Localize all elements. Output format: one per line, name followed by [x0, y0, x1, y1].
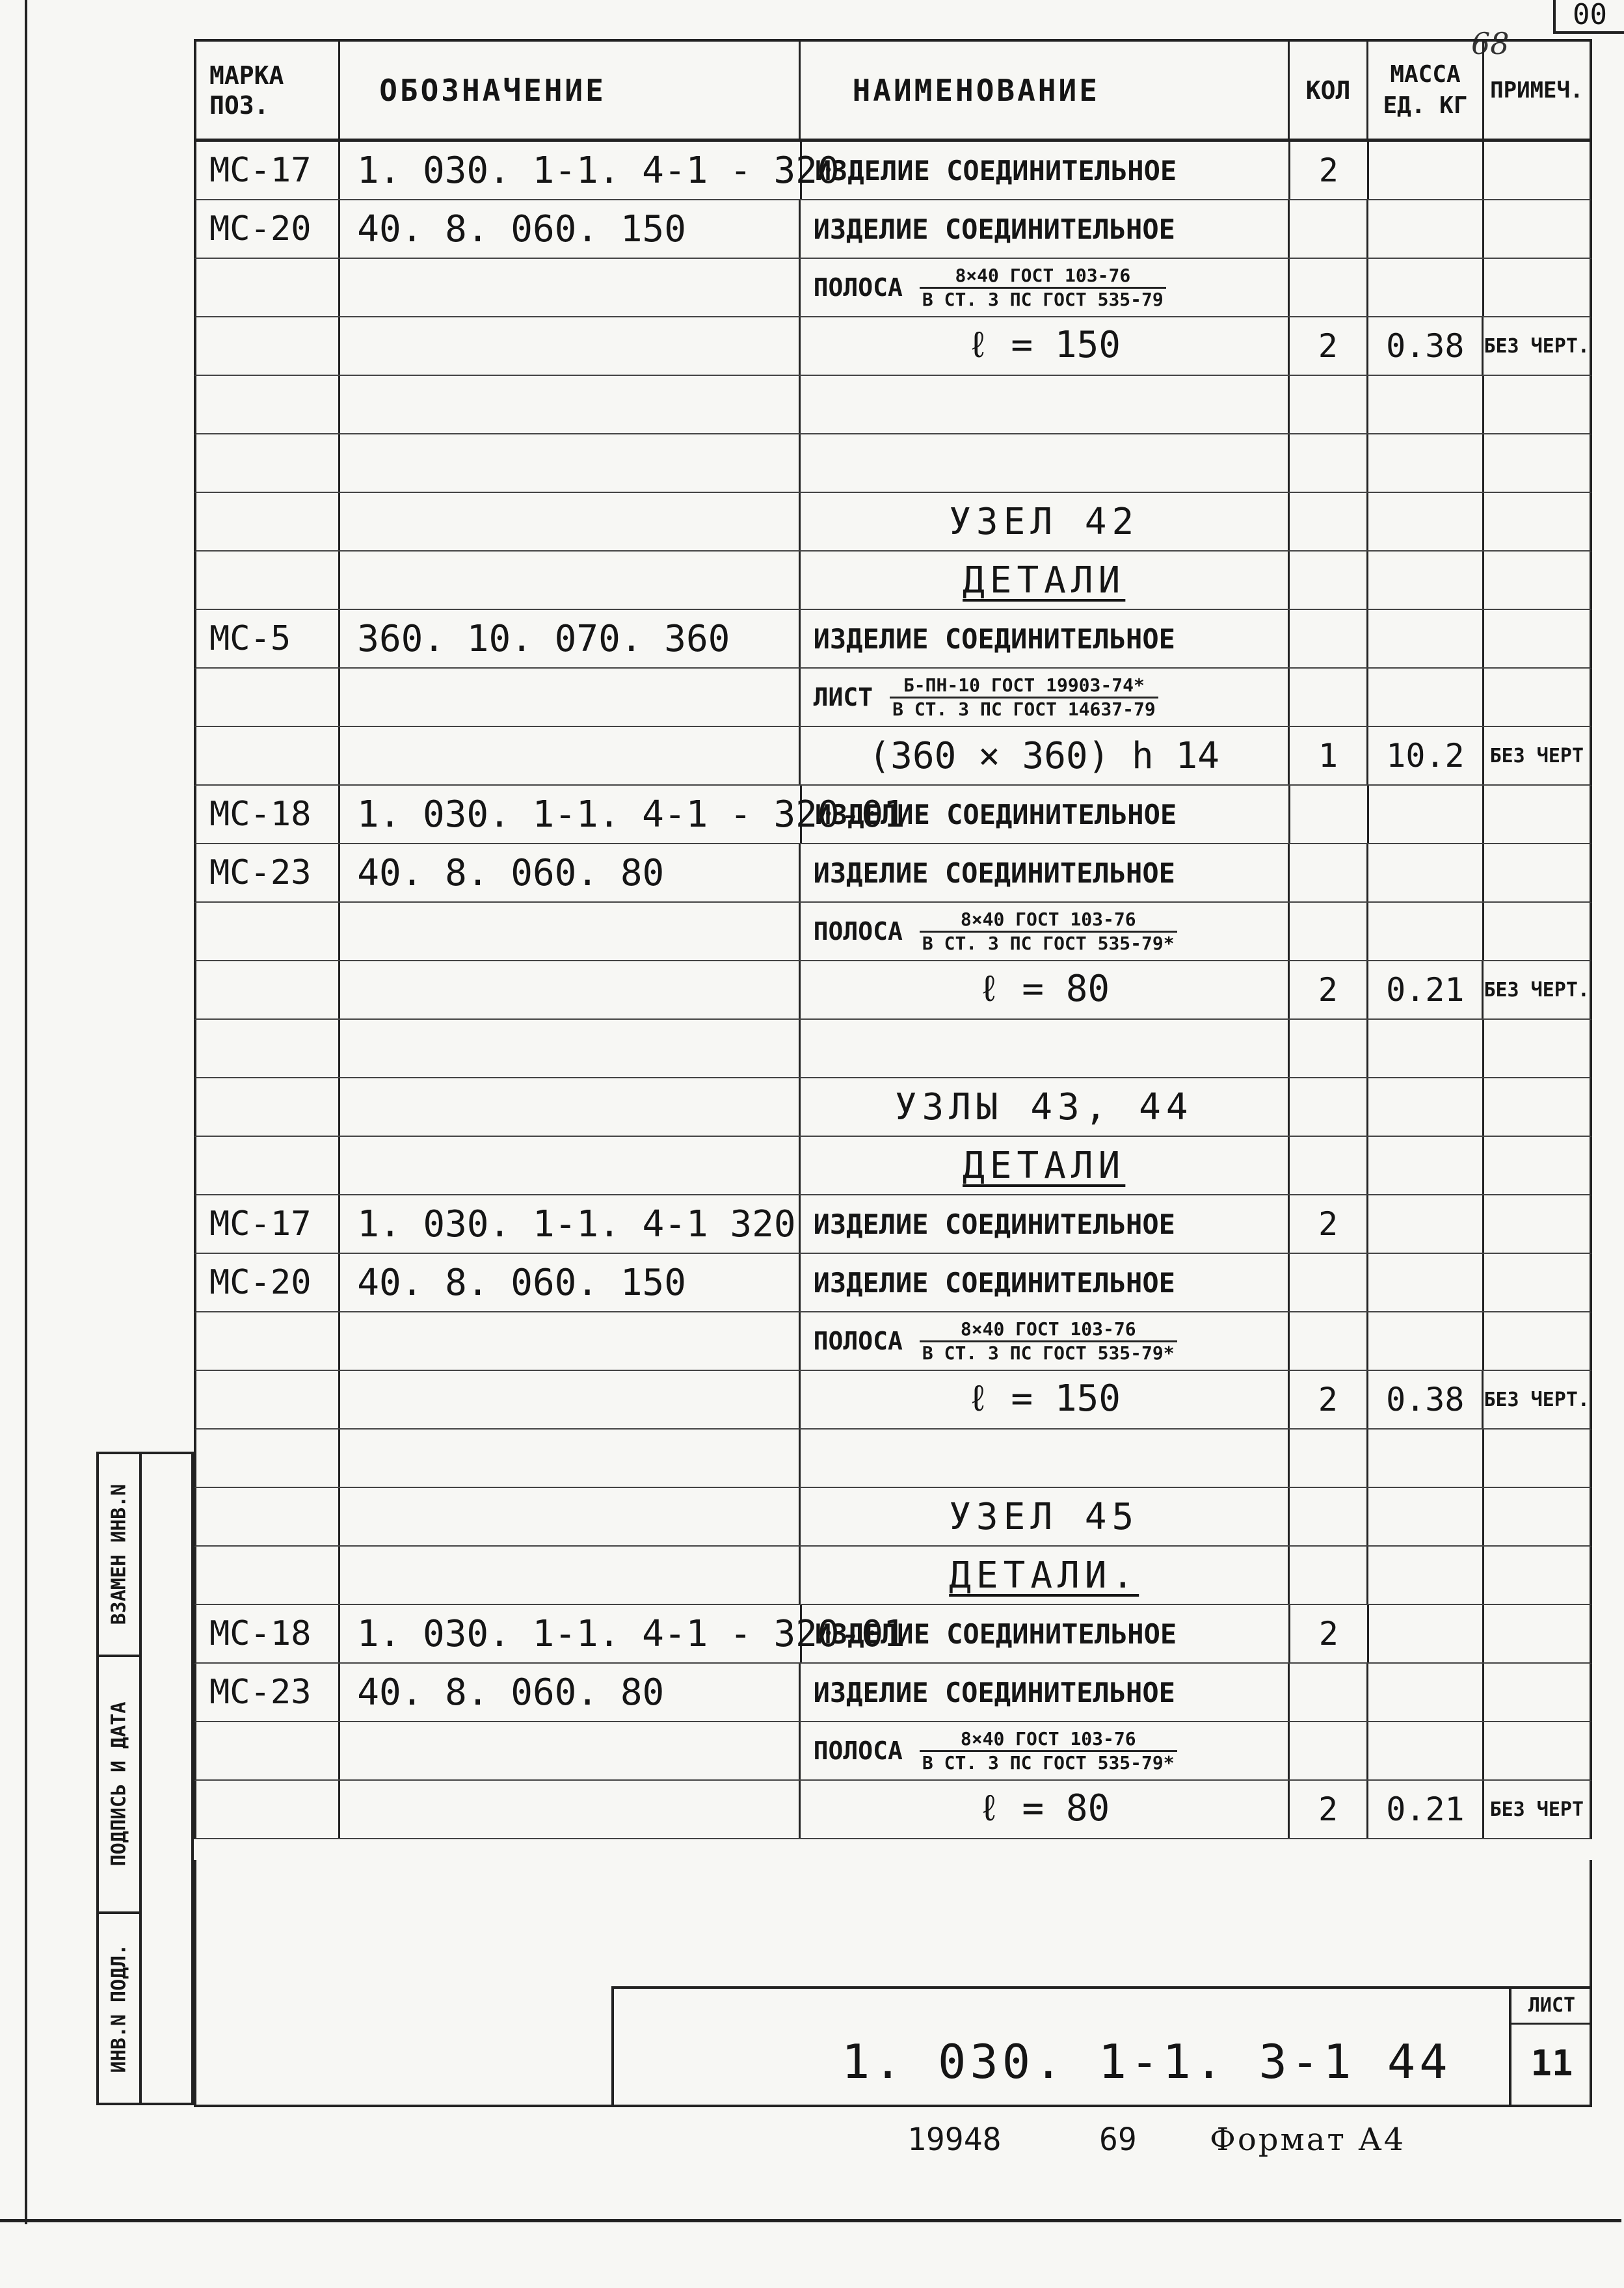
cell-name: ИЗДЕЛИЕ СОЕДИНИТЕЛЬНОЕ: [802, 142, 1290, 199]
cell-code: [340, 552, 800, 609]
table-row: [194, 1312, 1592, 1371]
cell-mass: [1368, 434, 1484, 492]
cell-mass: [1369, 1605, 1484, 1662]
cell-qty: 2: [1290, 1195, 1369, 1253]
cell-code: 1. 030. 1-1. 4-1 - 320-01: [340, 1605, 802, 1662]
cell-mass: [1368, 669, 1484, 726]
cell-qty: [1290, 844, 1369, 901]
cell-qty: 2: [1290, 1781, 1369, 1838]
cell-mass: 0.21: [1368, 1781, 1484, 1838]
material-fraction: [814, 674, 1158, 721]
table-row: [194, 552, 1592, 610]
cell-qty: [1290, 259, 1369, 316]
cell-note: [1484, 844, 1590, 901]
material-label: ПОЛОСА: [813, 1736, 903, 1765]
cell-code: [340, 493, 800, 550]
section-subtitle-text: ДЕТАЛИ: [963, 1144, 1126, 1187]
cell-mark: [196, 669, 340, 726]
header-massa-line2: ЕД. КГ: [1383, 92, 1468, 119]
cell-note: [1484, 1547, 1590, 1604]
cell-name: ИЗДЕЛИЕ СОЕДИНИТЕЛЬНОЕ: [802, 1605, 1290, 1662]
header-naimenovanie: НАИМЕНОВАНИЕ: [801, 42, 1290, 139]
cell-mark: [196, 493, 340, 550]
cell-mark: [196, 1137, 340, 1194]
cell-mass: 0.21: [1368, 961, 1484, 1018]
cell-mark: МС-18: [196, 1605, 340, 1662]
material-spec: [920, 265, 1166, 311]
table-row: [194, 1664, 1592, 1722]
cell-name: ИЗДЕЛИЕ СОЕДИНИТЕЛЬНОЕ: [801, 1254, 1290, 1311]
cell-mass: 0.38: [1368, 1371, 1484, 1428]
frame-bottom-border: [0, 2219, 1621, 2222]
cell-note: [1484, 376, 1590, 433]
stamp-vzam-inv: ВЗАМЕН ИНВ.N: [107, 1483, 131, 1625]
cell-mass: [1368, 259, 1484, 316]
material-label: ЛИСТ: [813, 683, 873, 712]
cell-mass: [1368, 1078, 1484, 1136]
cell-length: ℓ = 80: [801, 1781, 1290, 1838]
cell-mark: [196, 1547, 340, 1604]
material-spec-bottom: В СТ. 3 ПС ГОСТ 535-79*: [922, 1751, 1175, 1774]
sheet-label: ЛИСТ: [1511, 1989, 1592, 2025]
cell-qty: [1290, 1020, 1369, 1077]
cell-mass: [1368, 1488, 1484, 1545]
cell-length: ℓ = 80: [801, 961, 1290, 1018]
cell-material: [801, 259, 1290, 316]
section-subtitle-text: ДЕТАЛИ: [963, 559, 1126, 602]
cell-section-subtitle: [801, 1137, 1290, 1194]
cell-name: ИЗДЕЛИЕ СОЕДИНИТЕЛЬНОЕ: [802, 786, 1290, 843]
cell-qty: [1290, 903, 1369, 960]
cell-mark: МС-23: [196, 844, 340, 901]
cell-note: [1484, 434, 1590, 492]
cell-mark: МС-20: [196, 200, 340, 258]
cell-code: [340, 1488, 800, 1545]
cell-qty: [1290, 200, 1369, 258]
cell-qty: [1290, 1722, 1369, 1779]
cell-note: [1484, 903, 1590, 960]
cell-note: БЕЗ ЧЕРТ: [1489, 1798, 1584, 1821]
side-stamp: [96, 1452, 194, 2105]
cell-qty: 1: [1290, 727, 1369, 784]
material-spec-top: 8×40 ГОСТ 103-76: [920, 1728, 1177, 1752]
cell-note: [1484, 1254, 1590, 1311]
cell-name: [801, 434, 1290, 492]
table-row: [194, 786, 1592, 844]
table-row: [194, 200, 1592, 259]
document-code: 1. 030. 1-1. 3-1 44: [842, 2034, 1452, 2089]
cell-code: [340, 1312, 800, 1370]
material-spec: [890, 674, 1158, 721]
cell-material: [801, 1312, 1290, 1370]
table-row: [194, 669, 1592, 727]
cell-material: [801, 903, 1290, 960]
cell-material: [801, 669, 1290, 726]
cell-qty: [1290, 1547, 1369, 1604]
stamp-inv-podl: ИНВ.N ПОДЛ.: [107, 1943, 131, 2073]
cell-qty: 2: [1290, 1605, 1369, 1662]
table-header: [194, 39, 1592, 142]
cell-code: [340, 1137, 800, 1194]
cell-note: [1484, 200, 1590, 258]
cell-mass: [1368, 1312, 1484, 1370]
material-fraction: [814, 265, 1166, 311]
cell-mark: [196, 1020, 340, 1077]
cell-mass: [1368, 1722, 1484, 1779]
cell-code: [340, 961, 800, 1018]
table-row: [194, 1605, 1592, 1664]
material-label: ПОЛОСА: [813, 917, 903, 946]
cell-name: ИЗДЕЛИЕ СОЕДИНИТЕЛЬНОЕ: [801, 1195, 1290, 1253]
cell-section-subtitle: [801, 1547, 1290, 1604]
table-row: [194, 903, 1592, 961]
header-marka-line1: МАРКА: [209, 60, 284, 90]
table-row: [194, 259, 1592, 317]
table-row: [194, 610, 1592, 669]
material-fraction: [814, 909, 1177, 955]
table-row: [194, 317, 1592, 376]
cell-mark: [196, 317, 340, 375]
cell-note: [1484, 1078, 1590, 1136]
cell-qty: [1290, 1312, 1369, 1370]
cell-mark: [196, 1781, 340, 1838]
cell-section-title: УЗЛЫ 43, 44: [801, 1078, 1290, 1136]
table-row: [194, 961, 1592, 1020]
cell-note: [1484, 1195, 1590, 1253]
cell-qty: [1290, 1430, 1369, 1487]
material-label: ПОЛОСА: [813, 273, 903, 302]
cell-section-title: УЗЕЛ 45: [801, 1488, 1290, 1545]
material-spec-bottom: В СТ. 3 ПС ГОСТ 535-79*: [922, 1342, 1175, 1364]
cell-mass: [1368, 903, 1484, 960]
section-subtitle-text: ДЕТАЛИ.: [949, 1554, 1139, 1597]
material-spec-bottom: В СТ. 3 ПС ГОСТ 14637-79: [892, 698, 1156, 720]
table-row: [194, 1078, 1592, 1137]
cell-name: ИЗДЕЛИЕ СОЕДИНИТЕЛЬНОЕ: [801, 200, 1290, 258]
cell-code: 40. 8. 060. 150: [340, 200, 800, 258]
cell-mass: [1368, 200, 1484, 258]
header-massa: [1368, 42, 1484, 139]
sheet-number: 11: [1530, 2043, 1573, 2084]
cell-code: 40. 8. 060. 80: [340, 1664, 800, 1721]
cell-mass: [1368, 844, 1484, 901]
table-row: [194, 1137, 1592, 1195]
cell-code: [340, 376, 800, 433]
cell-qty: 2: [1290, 317, 1369, 375]
table-row: [194, 1547, 1592, 1605]
stamp-cell-inv-podl: [99, 1914, 139, 2103]
cell-qty: [1290, 552, 1369, 609]
cell-qty: 2: [1290, 1371, 1369, 1428]
material-fraction: [814, 1728, 1177, 1774]
cell-note: [1484, 786, 1590, 843]
cell-qty: [1290, 1078, 1369, 1136]
cell-mark: [196, 1371, 340, 1428]
cell-section-title: УЗЕЛ 42: [801, 493, 1290, 550]
cell-name: ИЗДЕЛИЕ СОЕДИНИТЕЛЬНОЕ: [801, 610, 1290, 667]
cell-code: 40. 8. 060. 80: [340, 844, 800, 901]
cell-name: [801, 376, 1290, 433]
handwritten-page-number: 68: [1471, 26, 1510, 61]
header-marka-line2: ПОЗ.: [209, 90, 269, 120]
cell-qty: [1290, 610, 1369, 667]
cell-code: 1. 030. 1-1. 4-1 - 320-01: [340, 786, 802, 843]
material-spec-top: 8×40 ГОСТ 103-76: [920, 1318, 1177, 1342]
cell-code: [340, 1547, 800, 1604]
table-body: [194, 142, 1592, 1839]
cell-code: [340, 1781, 800, 1838]
cell-mass: [1368, 1430, 1484, 1487]
cell-section-subtitle: [801, 552, 1290, 609]
cell-code: [340, 1078, 800, 1136]
table-row: [194, 493, 1592, 552]
table-bottom-border: [194, 2105, 1592, 2107]
cell-name: [801, 1020, 1290, 1077]
cell-note: БЕЗ ЧЕРТ.: [1484, 978, 1590, 1002]
cell-mark: [196, 1722, 340, 1779]
table-row: [194, 844, 1592, 903]
cell-mark: [196, 376, 340, 433]
cell-qty: [1290, 493, 1369, 550]
cell-mass: [1368, 493, 1484, 550]
cell-note: [1484, 1430, 1590, 1487]
cell-note: [1484, 1488, 1590, 1545]
cell-code: [340, 317, 800, 375]
cell-code: [340, 669, 800, 726]
cell-code: [340, 1722, 800, 1779]
cell-code: 1. 030. 1-1. 4-1 320: [340, 1195, 800, 1253]
cell-qty: [1290, 786, 1369, 843]
table-row: [194, 142, 1592, 200]
footer-page: 69: [1099, 2122, 1137, 2158]
cell-mark: [196, 961, 340, 1018]
cell-note: [1484, 1137, 1590, 1194]
cell-mark: [196, 1488, 340, 1545]
cell-mark: МС-20: [196, 1254, 340, 1311]
cell-qty: [1290, 1254, 1369, 1311]
table-row: [194, 1722, 1592, 1781]
sheet-box: [1509, 1989, 1592, 2105]
side-stamp-label-column: [99, 1454, 142, 2103]
cell-mark: МС-18: [196, 786, 340, 843]
cell-mark: [196, 727, 340, 784]
cell-mass: [1368, 1664, 1484, 1721]
cell-note: [1484, 669, 1590, 726]
material-label: ПОЛОСА: [813, 1327, 903, 1355]
cell-note: [1484, 1312, 1590, 1370]
cell-length: (360 × 360) h 14: [801, 727, 1290, 784]
cell-note: [1484, 142, 1590, 199]
cell-code: 40. 8. 060. 150: [340, 1254, 800, 1311]
cell-note: [1484, 552, 1590, 609]
table-row: [194, 1430, 1592, 1488]
stamp-cell-vzam-inv: [99, 1454, 139, 1657]
cell-qty: [1290, 1664, 1369, 1721]
cell-note: [1484, 1722, 1590, 1779]
cell-code: [340, 903, 800, 960]
table-row: [194, 1020, 1592, 1078]
cell-name: ИЗДЕЛИЕ СОЕДИНИТЕЛЬНОЕ: [801, 844, 1290, 901]
cell-mark: [196, 552, 340, 609]
cell-name: ИЗДЕЛИЕ СОЕДИНИТЕЛЬНОЕ: [801, 1664, 1290, 1721]
header-massa-line1: МАССА: [1390, 60, 1461, 88]
cell-mass: [1369, 142, 1484, 199]
title-block: [611, 1986, 1592, 2105]
cell-mark: МС-23: [196, 1664, 340, 1721]
cell-length: ℓ = 150: [801, 1371, 1290, 1428]
cell-note: [1484, 259, 1590, 316]
table-row: [194, 376, 1592, 434]
stamp-podpis-data: ПОДПИСЬ И ДАТА: [107, 1701, 131, 1867]
material-spec: [920, 1318, 1177, 1364]
cell-note: [1484, 493, 1590, 550]
cell-note: БЕЗ ЧЕРТ.: [1484, 334, 1590, 358]
specification-table: [194, 39, 1592, 1839]
cell-note: [1484, 1605, 1590, 1662]
material-spec: [920, 909, 1177, 955]
cell-code: 360. 10. 070. 360: [340, 610, 800, 667]
cell-note: БЕЗ ЧЕРТ.: [1484, 1388, 1590, 1411]
cell-qty: [1290, 1488, 1369, 1545]
cell-qty: [1290, 1137, 1369, 1194]
cell-mass: [1368, 610, 1484, 667]
cell-mark: МС-5: [196, 610, 340, 667]
stamp-cell-podpis: [99, 1657, 139, 1915]
cell-qty: 2: [1290, 142, 1369, 199]
table-row: [194, 1254, 1592, 1312]
cell-mark: [196, 1430, 340, 1487]
cell-code: [340, 1430, 800, 1487]
cell-code: [340, 1371, 800, 1428]
cell-mass: [1368, 1254, 1484, 1311]
table-row: [194, 1488, 1592, 1547]
material-spec-top: Б-ПН-10 ГОСТ 19903-74*: [890, 674, 1158, 698]
table-row: [194, 727, 1592, 786]
cell-note: [1484, 1020, 1590, 1077]
cell-length: ℓ = 150: [801, 317, 1290, 375]
cell-mark: [196, 1312, 340, 1370]
table-row: [194, 1371, 1592, 1430]
material-fraction: [814, 1318, 1177, 1364]
cell-mass: [1369, 786, 1484, 843]
table-row: [194, 1781, 1592, 1839]
material-spec-bottom: В СТ. 3 ПС ГОСТ 535-79: [922, 288, 1164, 310]
cell-mark: [196, 434, 340, 492]
cell-mark: МС-17: [196, 142, 340, 199]
cell-qty: [1290, 434, 1369, 492]
cell-mass: 0.38: [1368, 317, 1484, 375]
cell-material: [801, 1722, 1290, 1779]
cell-qty: [1290, 376, 1369, 433]
cell-mark: [196, 259, 340, 316]
frame-left-border: [25, 0, 27, 2224]
cell-mark: [196, 1078, 340, 1136]
cell-mark: [196, 903, 340, 960]
cell-mass: [1368, 1195, 1484, 1253]
corner-page-number: 00: [1553, 0, 1624, 34]
footer-number: 19948: [907, 2122, 1002, 2158]
header-oboznachenie: ОБОЗНАЧЕНИЕ: [340, 42, 800, 139]
table-row: [194, 434, 1592, 493]
cell-qty: [1290, 669, 1369, 726]
cell-note: [1484, 1664, 1590, 1721]
table-row: [194, 1195, 1592, 1254]
cell-code: [340, 1020, 800, 1077]
material-spec: [920, 1728, 1177, 1774]
header-primech: ПРИМЕЧ.: [1490, 77, 1584, 103]
cell-code: [340, 434, 800, 492]
cell-mass: [1368, 376, 1484, 433]
cell-mass: [1368, 1020, 1484, 1077]
material-spec-top: 8×40 ГОСТ 103-76: [920, 909, 1177, 933]
cell-note: [1484, 610, 1590, 667]
cell-code: [340, 727, 800, 784]
header-kol: КОЛ: [1290, 42, 1369, 139]
cell-code: [340, 259, 800, 316]
material-spec-bottom: В СТ. 3 ПС ГОСТ 535-79*: [922, 932, 1175, 954]
material-spec-top: 8×40 ГОСТ 103-76: [920, 265, 1166, 289]
cell-name: [801, 1430, 1290, 1487]
cell-mark: МС-17: [196, 1195, 340, 1253]
cell-mass: [1368, 552, 1484, 609]
cell-qty: 2: [1290, 961, 1369, 1018]
cell-code: 1. 030. 1-1. 4-1 - 320: [340, 142, 802, 199]
cell-note: БЕЗ ЧЕРТ: [1489, 744, 1584, 767]
cell-mass: [1368, 1137, 1484, 1194]
cell-mass: 10.2: [1368, 727, 1484, 784]
cell-mass: [1368, 1547, 1484, 1604]
header-marka: [196, 42, 340, 139]
footer-format: Формат А4: [1210, 2122, 1406, 2158]
